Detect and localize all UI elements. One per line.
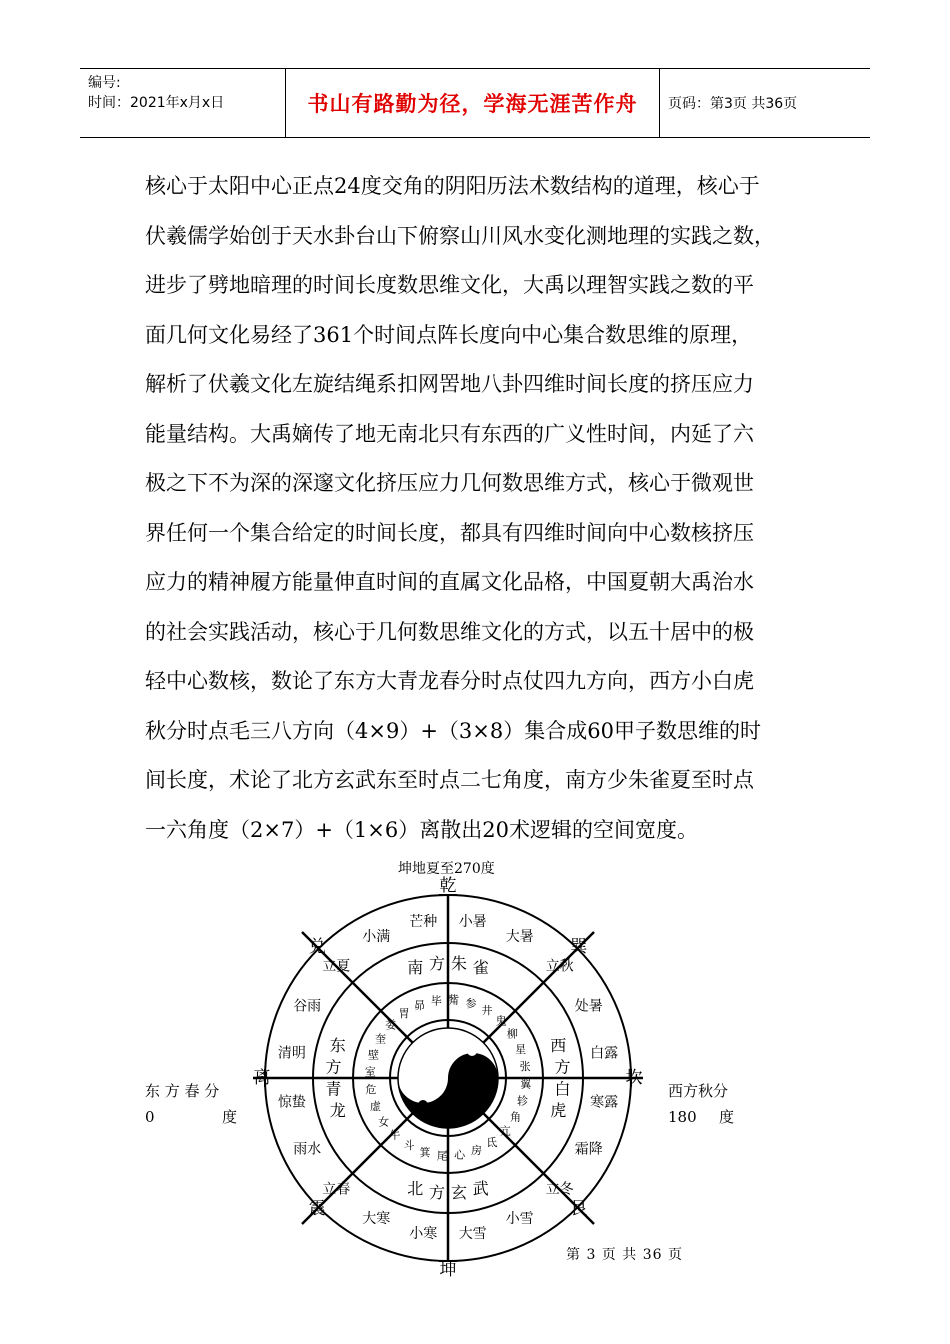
solar-term-label: 雨水 [293,1141,322,1158]
solar-term-label: 大雪 [458,1226,487,1243]
body-line: 的社会实践活动，核心于几何数思维文化的方式，以五十居中的极 [145,619,754,644]
direction-label-east: 方 [325,1057,342,1077]
solar-term-label: 大暑 [505,929,534,946]
solar-term-label: 谷雨 [293,998,322,1015]
direction-label-east: 青 [325,1079,342,1099]
direction-label-west: 方 [554,1057,571,1077]
body-line: 轻中心数核，数论了东方大青龙春分时点仗四九方向，西方小白虎 [145,669,754,693]
right-caption-line: 西方秋分 [668,1082,729,1100]
mansion-label: 房 [471,1144,482,1158]
mansion-label: 虚 [369,1100,381,1113]
mansion-label: 箕 [419,1146,431,1159]
solar-term-label: 小寒 [409,1226,438,1243]
mansion-label: 角 [510,1110,521,1124]
trigram-label-upper-right: 巽 [570,937,588,958]
header-page-info: 页码：第3页 共36页 [668,96,798,112]
mansion-label: 轸 [517,1094,528,1108]
direction-label-north: 北 [407,1178,424,1198]
body-line: 一六角度（2×7）+（1×6）离散出20术逻辑的空间宽度。 [145,817,698,842]
mansion-label: 井 [481,1004,493,1017]
body-line: 界任何一个集合给定的时间长度，都具有四维时间向中心数核挤压 [145,520,754,545]
direction-label-north: 方 [428,1183,446,1202]
mansion-label: 危 [365,1083,377,1097]
direction-label-east: 龙 [329,1101,346,1121]
direction-label-west: 西 [550,1035,567,1055]
direction-label-south: 方 [428,954,446,973]
document-date: 时间：2021年x月x日 [88,95,225,111]
diagram-top-caption: 坤地夏至270度 [398,861,495,877]
mansion-label: 星 [515,1043,527,1056]
solar-term-label: 立夏 [322,958,351,975]
solar-term-label: 小暑 [458,913,487,930]
mansion-label: 奎 [375,1032,386,1046]
trigram-label-lower-left: 震 [308,1198,326,1219]
mansion-label: 斗 [403,1139,415,1152]
solar-term-label: 白露 [590,1045,619,1062]
body-line: 能量结构。大禹嫡传了地无南北只有东西的广义性时间，内延了六 [145,421,754,446]
trigram-label-left: 离 [253,1068,271,1088]
mansion-label: 觜 [448,993,460,1007]
mansion-label: 心 [454,1148,466,1162]
mansion-label: 翼 [520,1077,532,1091]
direction-label-west: 虎 [550,1101,567,1121]
direction-label-north: 玄 [450,1183,468,1202]
body-line: 核心于太阳中心正点24度交角的阴阳历法术数结构的道理，核心于 [145,174,760,198]
right-caption-unit: 度 [718,1108,734,1126]
body-line: 进步了劈地暗理的时间长度数思维文化，大禹以理智实践之数的平 [145,273,754,297]
left-caption-number: 0 [145,1108,155,1126]
body-line: 面几何文化易经了361个时间点阵长度向中心集合数思维的原理， [145,322,753,347]
mansion-label: 壁 [368,1048,379,1062]
solar-term-label: 处暑 [574,998,603,1015]
mansion-label: 尾 [436,1149,448,1163]
solar-term-label: 立冬 [545,1181,574,1198]
solar-term-label: 小满 [362,929,391,946]
mansion-label: 室 [364,1065,376,1079]
body-line: 解析了伏羲文化左旋结绳系扣网罟地八卦四维时间长度的挤压应力 [145,372,754,396]
solar-term-label: 立春 [322,1181,351,1198]
trigram-label-top: 乾 [439,876,457,896]
direction-label-north: 武 [472,1178,489,1198]
solar-term-label: 寒露 [590,1094,619,1111]
page-footer: 第 3 页 共 36 页 [566,1247,683,1263]
mansion-label: 亢 [499,1124,511,1138]
direction-label-south: 雀 [472,958,489,978]
mansion-label: 娄 [385,1018,397,1032]
body-line: 秋分时点毛三八方向（4×9）+（3×8）集合成60甲子数思维的时 [145,718,761,743]
body-line: 极之下不为深的深邃文化挤压应力几何数思维方式，核心于微观世 [145,471,754,495]
mansion-label: 张 [519,1059,531,1073]
document-number-label: 编号: [88,75,121,91]
header-motto: 书山有路勤为径，学海无涯苦作舟 [285,69,660,137]
left-caption-unit: 度 [221,1108,237,1126]
direction-label-south: 朱 [450,954,468,973]
solar-term-label: 霜降 [574,1141,603,1158]
right-caption-number: 180 [668,1108,697,1126]
mansion-label: 氐 [486,1135,498,1149]
solar-term-label: 立秋 [545,958,574,975]
direction-label-south: 南 [407,958,424,978]
yin-yang-icon [398,1028,498,1128]
direction-label-east: 东 [329,1035,346,1055]
solar-term-label: 清明 [277,1045,306,1062]
body-line: 应力的精神履方能量伸直时间的直属文化品格，中国夏朝大禹治水 [145,570,754,594]
body-line: 伏羲儒学始创于天水卦台山下俯察山川风水变化测地理的实践之数， [145,223,775,248]
mansion-label: 柳 [506,1027,518,1041]
trigram-label-bottom: 坤 [439,1260,457,1280]
trigram-label-right: 坎 [625,1068,643,1088]
trigram-label-upper-left: 兑 [308,937,326,958]
body-line: 间长度，术论了北方玄武东至时点二七角度，南方少朱雀夏至时点 [145,768,754,792]
trigram-label-lower-right: 艮 [570,1198,588,1219]
direction-label-west: 白 [554,1079,571,1099]
mansion-label: 女 [378,1115,390,1129]
solar-term-label: 大寒 [362,1210,391,1227]
mansion-label: 昴 [414,998,425,1012]
mansion-label: 胃 [398,1007,410,1021]
solar-term-label: 芒种 [409,913,438,930]
mansion-label: 鬼 [495,1014,507,1028]
mansion-label: 参 [465,997,477,1010]
left-caption-line: 东 方 春 分 [145,1082,220,1100]
mansion-label: 牛 [389,1128,401,1142]
solar-term-label: 小雪 [505,1210,534,1227]
solar-term-label: 惊蛰 [277,1094,306,1111]
mansion-label: 毕 [430,994,442,1008]
